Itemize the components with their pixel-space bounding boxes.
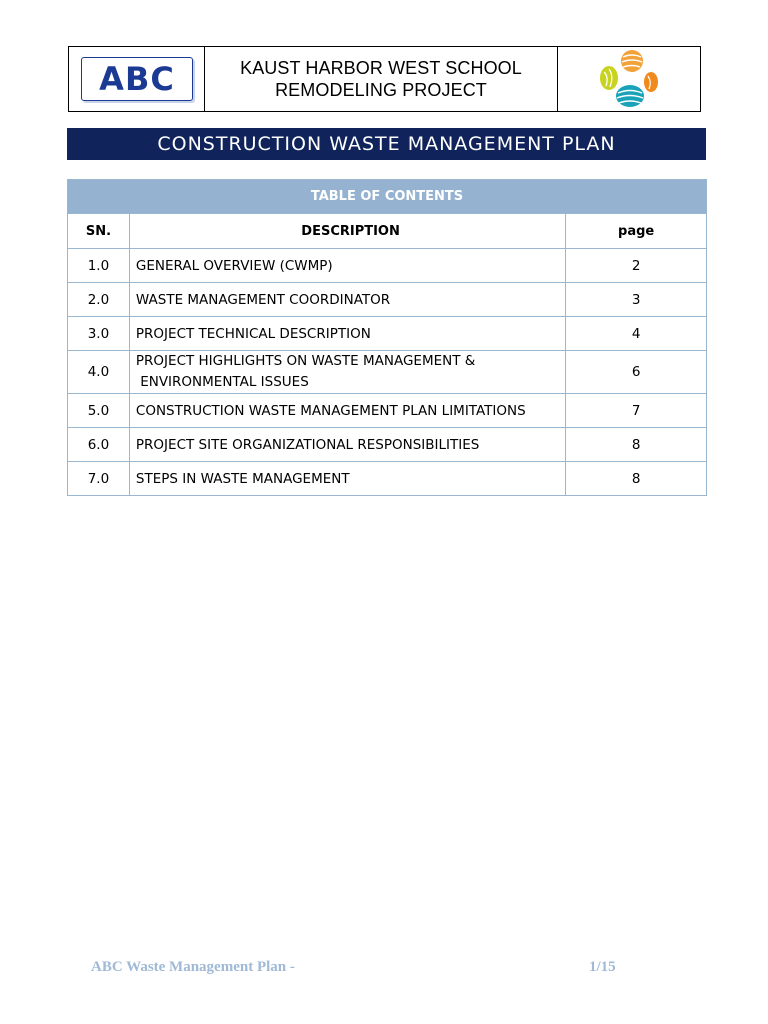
row-description: PROJECT TECHNICAL DESCRIPTION xyxy=(129,317,565,351)
logo-cell xyxy=(69,47,205,111)
column-header-description: DESCRIPTION xyxy=(129,214,565,249)
table-of-contents xyxy=(67,179,707,496)
row-sn: 1.0 xyxy=(68,249,130,283)
row-description: STEPS IN WASTE MANAGEMENT xyxy=(129,462,565,496)
toc-header-row xyxy=(68,214,707,249)
row-page: 8 xyxy=(566,428,707,462)
page-footer xyxy=(0,959,768,979)
project-title-line2: REMODELING PROJECT xyxy=(275,80,487,100)
row-sn: 7.0 xyxy=(68,462,130,496)
row-page: 4 xyxy=(566,317,707,351)
document-title: CONSTRUCTION WASTE MANAGEMENT PLAN xyxy=(157,133,616,155)
abc-logo-icon xyxy=(87,62,187,96)
table-row[interactable] xyxy=(68,394,707,428)
document-header xyxy=(68,46,701,112)
project-title xyxy=(205,47,558,111)
table-row[interactable] xyxy=(68,249,707,283)
row-description: PROJECT SITE ORGANIZATIONAL RESPONSIBILITIES xyxy=(129,428,565,462)
project-title-line1: KAUST HARBOR WEST SCHOOL xyxy=(240,58,522,78)
abc-logo xyxy=(81,57,193,101)
kaust-emblem-icon xyxy=(596,48,662,110)
row-description xyxy=(129,351,565,394)
table-row[interactable] xyxy=(68,283,707,317)
row-page: 7 xyxy=(566,394,707,428)
row-page: 8 xyxy=(566,462,707,496)
row-description: CONSTRUCTION WASTE MANAGEMENT PLAN LIMITATIONS xyxy=(129,394,565,428)
row-description: WASTE MANAGEMENT COORDINATOR xyxy=(129,283,565,317)
row-sn: 5.0 xyxy=(68,394,130,428)
row-description-line1: PROJECT HIGHLIGHTS ON WASTE MANAGEMENT & xyxy=(135,353,476,369)
row-sn: 2.0 xyxy=(68,283,130,317)
row-sn: 6.0 xyxy=(68,428,130,462)
row-page: 2 xyxy=(566,249,707,283)
footer-page-number: 1/15 xyxy=(589,959,616,975)
row-description: GENERAL OVERVIEW (CWMP) xyxy=(129,249,565,283)
table-row[interactable] xyxy=(68,351,707,394)
table-row[interactable] xyxy=(68,462,707,496)
row-sn: 3.0 xyxy=(68,317,130,351)
table-row[interactable] xyxy=(68,317,707,351)
column-header-sn: SN. xyxy=(68,214,130,249)
column-header-page: page xyxy=(566,214,707,249)
toc-caption: TABLE OF CONTENTS xyxy=(68,180,707,214)
row-description-line2: ENVIRONMENTAL ISSUES xyxy=(135,374,309,390)
svg-text:ABC: ABC xyxy=(98,62,175,96)
document-title-banner xyxy=(67,128,706,160)
row-sn: 4.0 xyxy=(68,351,130,394)
table-row[interactable] xyxy=(68,428,707,462)
row-page: 6 xyxy=(566,351,707,394)
row-page: 3 xyxy=(566,283,707,317)
emblem-cell xyxy=(558,47,700,111)
footer-document-name: ABC Waste Management Plan - xyxy=(91,959,295,975)
